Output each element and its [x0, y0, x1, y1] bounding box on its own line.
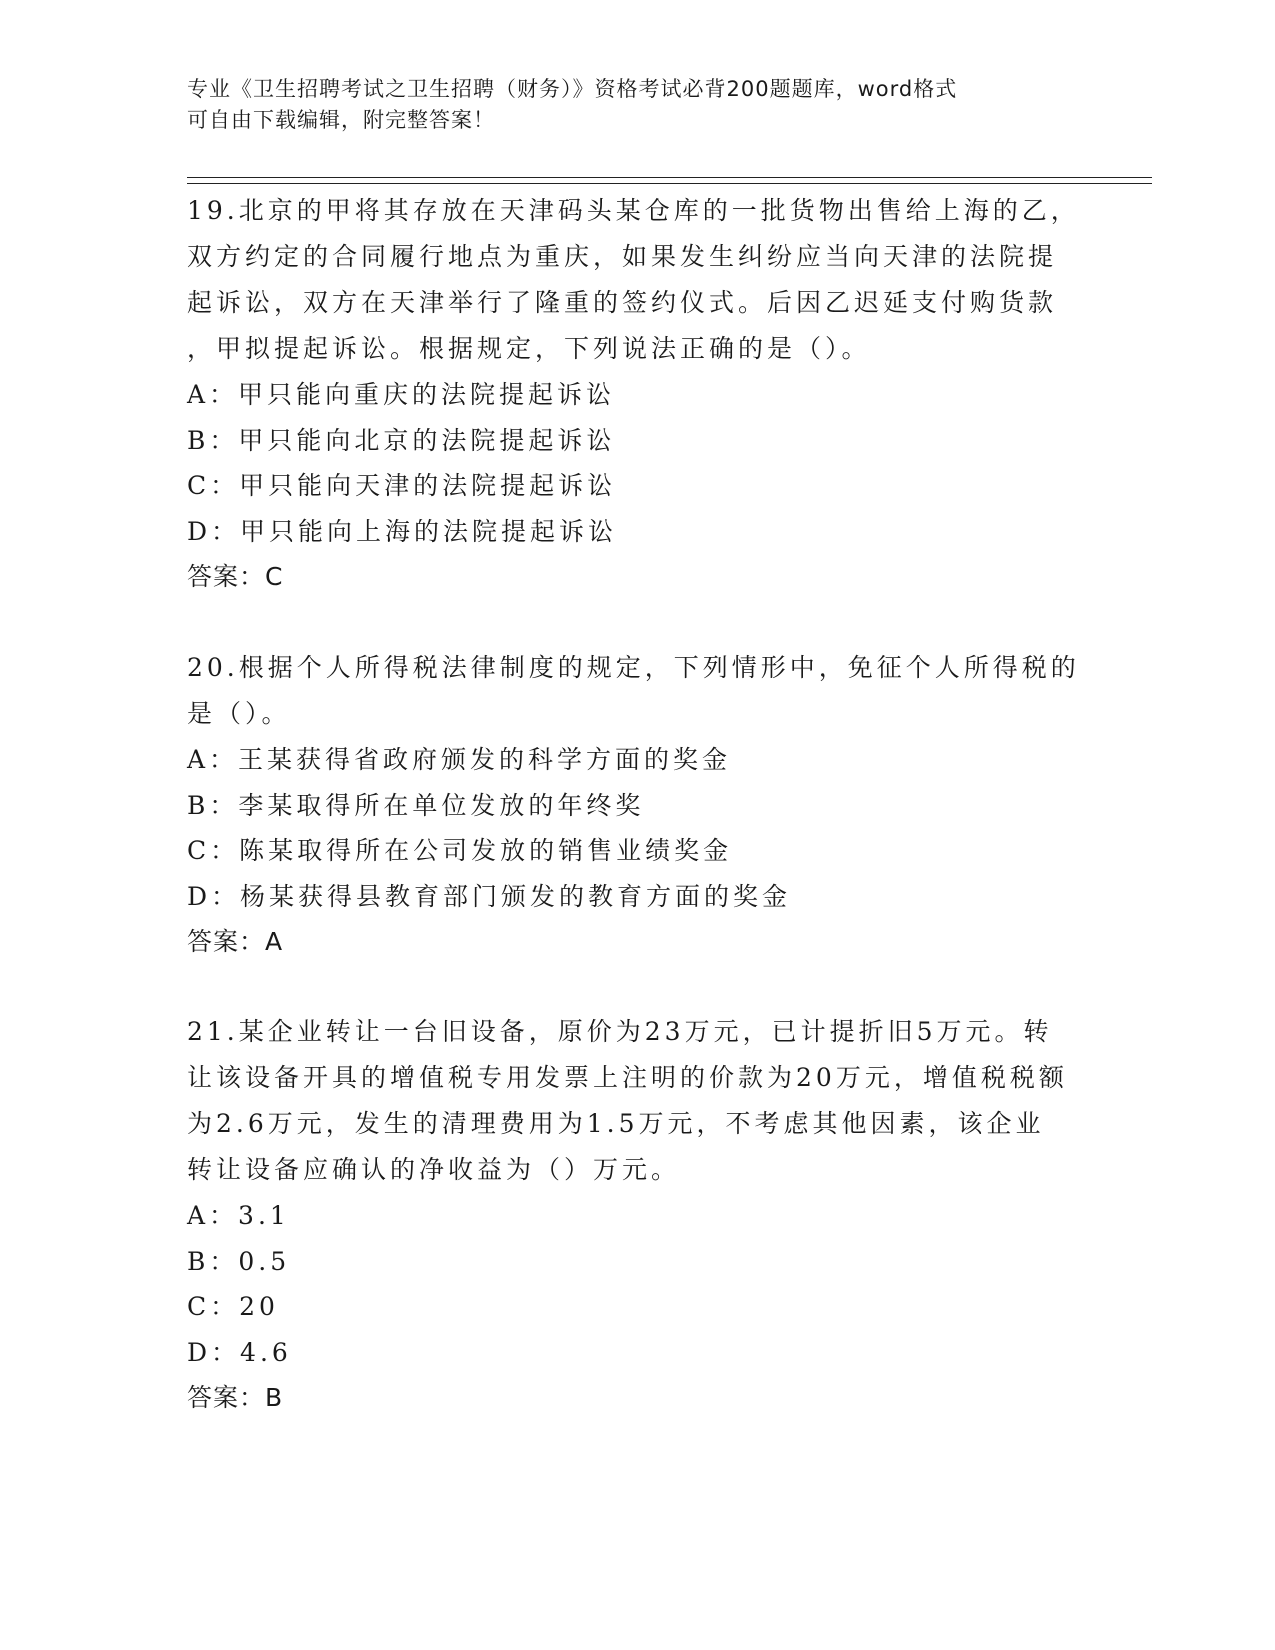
stem-line: 是（）。	[187, 699, 291, 728]
question-20	[187, 645, 1087, 965]
stem-line: 起诉讼，双方在天津举行了隆重的签约仪式。后因乙迟延支付购货款	[187, 288, 1058, 317]
option-d: D：杨某获得县教育部门颁发的教育方面的奖金	[187, 881, 792, 911]
header-line-1: 专业《卫生招聘考试之卫生招聘（财务）》资格考试必背200题题库，word格式	[187, 77, 958, 101]
header-line-2: 可自由下载编辑，附完整答案！	[187, 108, 495, 132]
option-b: B：甲只能向北京的法院提起诉讼	[187, 425, 616, 455]
stem-line: 让该设备开具的增值税专用发票上注明的价款为20万元，增值税税额	[187, 1063, 1068, 1092]
option-b: B：李某取得所在单位发放的年终奖	[187, 790, 645, 820]
answer-line: 答案：C	[187, 562, 284, 591]
option-c: C：20	[187, 1292, 279, 1321]
answer-line: 答案：A	[187, 927, 284, 956]
option-a: A：王某获得省政府颁发的科学方面的奖金	[187, 745, 732, 774]
option-d: D：甲只能向上海的法院提起诉讼	[187, 516, 618, 546]
stem-line: 为2.6万元，发生的清理费用为1.5万元，不考虑其他因素，该企业	[187, 1109, 1045, 1138]
option-a: A：3.1	[187, 1201, 290, 1230]
question-stem	[187, 645, 1087, 737]
stem-line: 转让设备应确认的净收益为（）万元。	[187, 1155, 681, 1184]
document-header	[187, 74, 1087, 136]
question-stem	[187, 1009, 1087, 1193]
question-19	[187, 188, 1087, 600]
stem-line: 双方约定的合同履行地点为重庆，如果发生纠纷应当向天津的法院提	[187, 242, 1058, 271]
stem-line: 19.北京的甲将其存放在天津码头某仓库的一批货物出售给上海的乙，	[187, 196, 1080, 225]
question-stem	[187, 188, 1087, 372]
stem-line: ，甲拟提起诉讼。根据规定，下列说法正确的是（）。	[187, 334, 871, 363]
option-b: B：0.5	[187, 1246, 291, 1276]
option-a: A：甲只能向重庆的法院提起诉讼	[187, 380, 616, 409]
header-divider-top	[187, 177, 1152, 178]
answer-line: 答案：B	[187, 1383, 284, 1412]
header-divider-bottom	[187, 183, 1152, 184]
stem-line: 20.根据个人所得税法律制度的规定，下列情形中，免征个人所得税的	[187, 653, 1080, 682]
option-d: D：4.6	[187, 1337, 292, 1367]
stem-line: 21.某企业转让一台旧设备，原价为23万元，已计提折旧5万元。转	[187, 1017, 1053, 1046]
option-c: C：陈某取得所在公司发放的销售业绩奖金	[187, 836, 733, 865]
question-21	[187, 1009, 1087, 1421]
option-c: C：甲只能向天津的法院提起诉讼	[187, 471, 617, 500]
